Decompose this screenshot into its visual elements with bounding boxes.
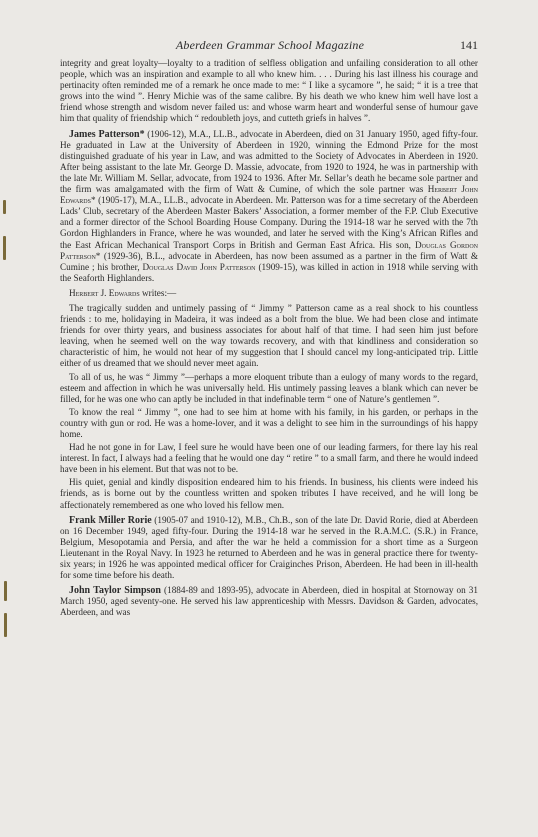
person-name: Douglas Gordon Patterson* bbox=[60, 239, 478, 261]
tribute-author: Herbert J. Edwards bbox=[69, 287, 140, 298]
tribute-paragraph: To all of us, he was “ Jimmy ”—perhaps a more eloquent tribute than a eulogy of many words to the regard, esteem and affection in which he was universally held. His untimely passing leaves a blank which can never be filled, for he was one who can aptly be included in that indefinable term “ one of Nature’s gentlemen ”. bbox=[60, 371, 478, 404]
obituary-rorie bbox=[60, 515, 478, 582]
article-body bbox=[60, 58, 478, 621]
tribute-paragraph: To know the real “ Jimmy ”, one had to see him at home with his family, in his garden, or perhaps in the country with gun or rod. He was a home-lover, and it was a delight to see him in the surroundings of his happy home. bbox=[60, 406, 478, 439]
margin-binding-mark bbox=[3, 200, 6, 214]
obituary-text: (1909-15), was killed in action in 1918 while serving with the Seaforth Highlanders. bbox=[60, 261, 478, 283]
margin-binding-mark bbox=[4, 613, 7, 637]
running-title: Aberdeen Grammar School Magazine bbox=[175, 38, 365, 52]
obituary-text: (1929-36), B.L., advocate in Aberdeen, has now been assumed as a partner in the firm of Watt & Cumine ; his brother, bbox=[60, 250, 478, 272]
margin-binding-mark bbox=[4, 581, 7, 601]
person-name: Douglas David John Patterson bbox=[142, 261, 256, 272]
running-head bbox=[62, 38, 478, 54]
tribute-paragraph: His quiet, genial and kindly disposition endeared him to his friends. In business, his clients were indeed his friends, as is borne out by the countless written and spoken tributes I have received, and he will long be affectionately remembered as one who loved his fellow men. bbox=[60, 477, 478, 510]
tribute-writes: writes:— bbox=[139, 287, 177, 298]
obituary-text: (1905-17), M.A., LL.B., advocate in Aberdeen. Mr. Patterson was for a time secretary of the Aberdeen Lads’ Club, secretary of the Aberdeen Master Bakers’ Association, a former member of the F.P. Club Executive and a former director of the School Boarding House Company. During the 1914-18 war he served with the 7th Gordon Highlanders in France, where he was wounded, and later he served with the King’s African Rifles and the East African Mechanical Transport Corps in British and German East Africa. His son, bbox=[60, 195, 478, 250]
obituary-name: James Patterson* bbox=[69, 128, 145, 140]
obituary-text: (1884-89 and 1893-95), advocate in Aberdeen, died in hospital at Stornoway on 31 March 1950, aged seventy-one. He served his law apprenticeship with Messrs. Davidson & Garden, advocates, Aberdeen, and was bbox=[60, 585, 478, 618]
tribute-paragraph: The tragically sudden and untimely passing of “ Jimmy ” Patterson came as a real shock to his countless friends : to me, holidaying in Madeira, it was indeed as a bolt from the blue. We had been close and intimate friends for over thirty years, and business associates for about half of that time. I had seen him just before leaving, when he seemed well on the way towards recovery, and with that kindliness and consideration so characteristic of him, he would not hear of my suggestion that I should cancel my long-anticipated trip. Little either of us dreamed that we should never meet again. bbox=[60, 302, 478, 369]
obituary-text: (1906-12), M.A., LL.B., advocate in Aberdeen, died on 31 January 1950, aged fifty-four. He graduated in Law at the University of Aberdeen in 1920, winning the Edmond Prize for the most distinguished graduate of his year in Law, and was admitted to the Society of Advocates in Aberdeen in 1920. After being assistant to the late Mr. George D. Massie, advocate, from 1920 to 1924, he was in partnership with the late Mr. William M. Sellar, advocate, from 1924 to 1936. After Mr. Sellar’s death he became sole partner and the firm was amalgamated with the firm of Watt & Cumine, of which the sole partner was bbox=[60, 128, 478, 195]
obituary-patterson bbox=[60, 129, 478, 284]
obituary-name: Frank Miller Rorie bbox=[69, 514, 152, 526]
continued-paragraph: integrity and great loyalty—loyalty to a tradition of selfless obligation and unfailing consideration to all other people, which was an inspiration and example to all who knew him. . . . During his last illness his courage and pertinacity often reminded me of a remark he once made to me: “ I like a sycamore ”, he said; “ it is a tree that grows into the wind ”. Henry Michie was of the same calibre. By his death we who knew him well have lost a friend whose strength and wisdom never failed us: and whose warm heart and wonderful sense of humour gave him that quality of friendship which “ redoubleth joys, and cutteth griefs in halves ”. bbox=[60, 58, 478, 124]
obituary-text: (1905-07 and 1910-12), M.B., Ch.B., son of the late Dr. David Rorie, died at Aberdeen on 16 December 1949, aged fifty-four. During the 1914-18 war he served in the R.A.M.C. (S.R.) in France, Belgium, Mesopotamia and Persia, and after the war he held a commission for a short time as a Surgeon Lieutenant in the Royal Navy. In 1923 he returned to Aberdeen and he was in general practice there for twenty-six years; in 1926 he was appointed medical officer for Craiginches Prison, Aberdeen. He had been in ill-health for some time before his death. bbox=[60, 514, 478, 581]
margin-binding-mark bbox=[3, 236, 6, 260]
tribute-paragraph: Had he not gone in for Law, I feel sure he would have been one of our leading farmers, for there lay his real interest. In fact, I always had a feeling that he would one day “ retire ” to a small farm, and there he would indeed have been in his element. But that was not to be. bbox=[60, 442, 478, 475]
person-name: Herbert John Edwards* bbox=[60, 184, 478, 206]
tribute-heading bbox=[60, 288, 478, 299]
obituary-name: John Taylor Simpson bbox=[69, 585, 161, 597]
page-number: 141 bbox=[460, 38, 478, 52]
obituary-simpson bbox=[60, 585, 478, 618]
